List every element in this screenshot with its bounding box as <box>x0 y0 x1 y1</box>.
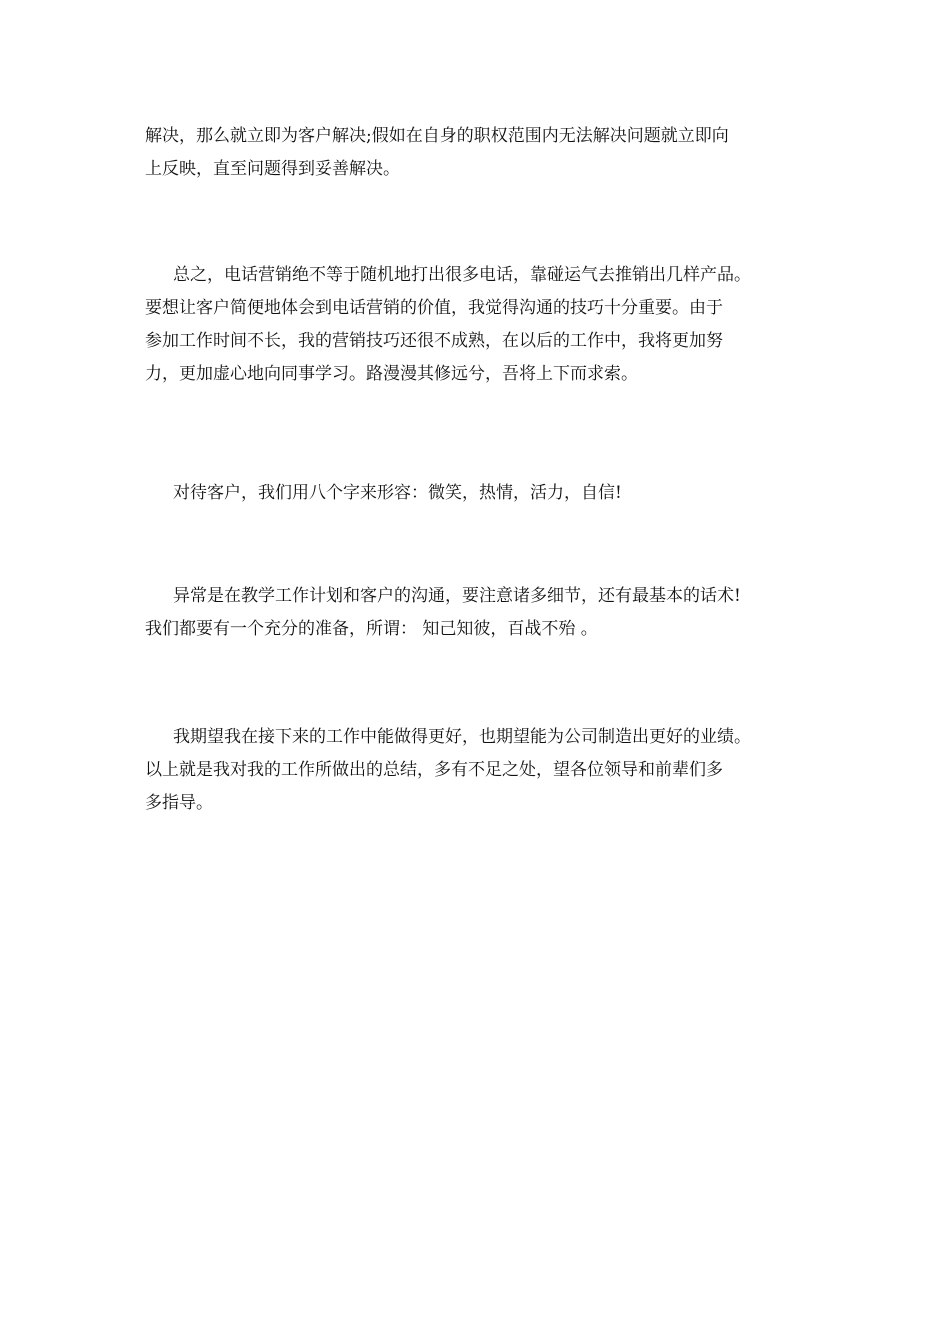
paragraph-line: 异常是在教学工作计划和客户的沟通，要注意诸多细节，还有最基本的话术! <box>173 586 741 606</box>
paragraph-line: 我们都要有一个充分的准备，所谓： 知己知彼，百战不殆 。 <box>145 619 598 639</box>
paragraph-line: 以上就是我对我的工作所做出的总结，多有不足之处，望各位领导和前辈们多 <box>145 760 723 780</box>
paragraph-line: 总之，电话营销绝不等于随机地打出很多电话，靠碰运气去推销出几样产品。 <box>173 265 751 285</box>
paragraph-line: 多指导。 <box>145 793 213 813</box>
paragraph-line: 解决，那么就立即为客户解决;假如在自身的职权范围内无法解决问题就立即向 <box>145 126 729 146</box>
paragraph-line: 参加工作时间不长，我的营销技巧还很不成熟，在以后的工作中，我将更加努 <box>145 331 723 351</box>
paragraph-line: 我期望我在接下来的工作中能做得更好，也期望能为公司制造出更好的业绩。 <box>173 727 751 747</box>
paragraph-line: 上反映，直至问题得到妥善解决。 <box>145 159 400 179</box>
paragraph-resolve-issues <box>145 120 845 186</box>
paragraph-summary <box>145 259 845 391</box>
paragraph-line: 力，更加虚心地向同事学习。路漫漫其修远兮，吾将上下而求索。 <box>145 364 638 384</box>
paragraph-communication-details <box>145 580 845 646</box>
paragraph-customer-attitude <box>145 477 845 510</box>
paragraph-line: 对待客户，我们用八个字来形容：微笑，热情，活力，自信! <box>173 483 622 503</box>
paragraph-closing <box>145 721 845 820</box>
paragraph-line: 要想让客户简便地体会到电话营销的价值，我觉得沟通的技巧十分重要。由于 <box>145 298 723 318</box>
